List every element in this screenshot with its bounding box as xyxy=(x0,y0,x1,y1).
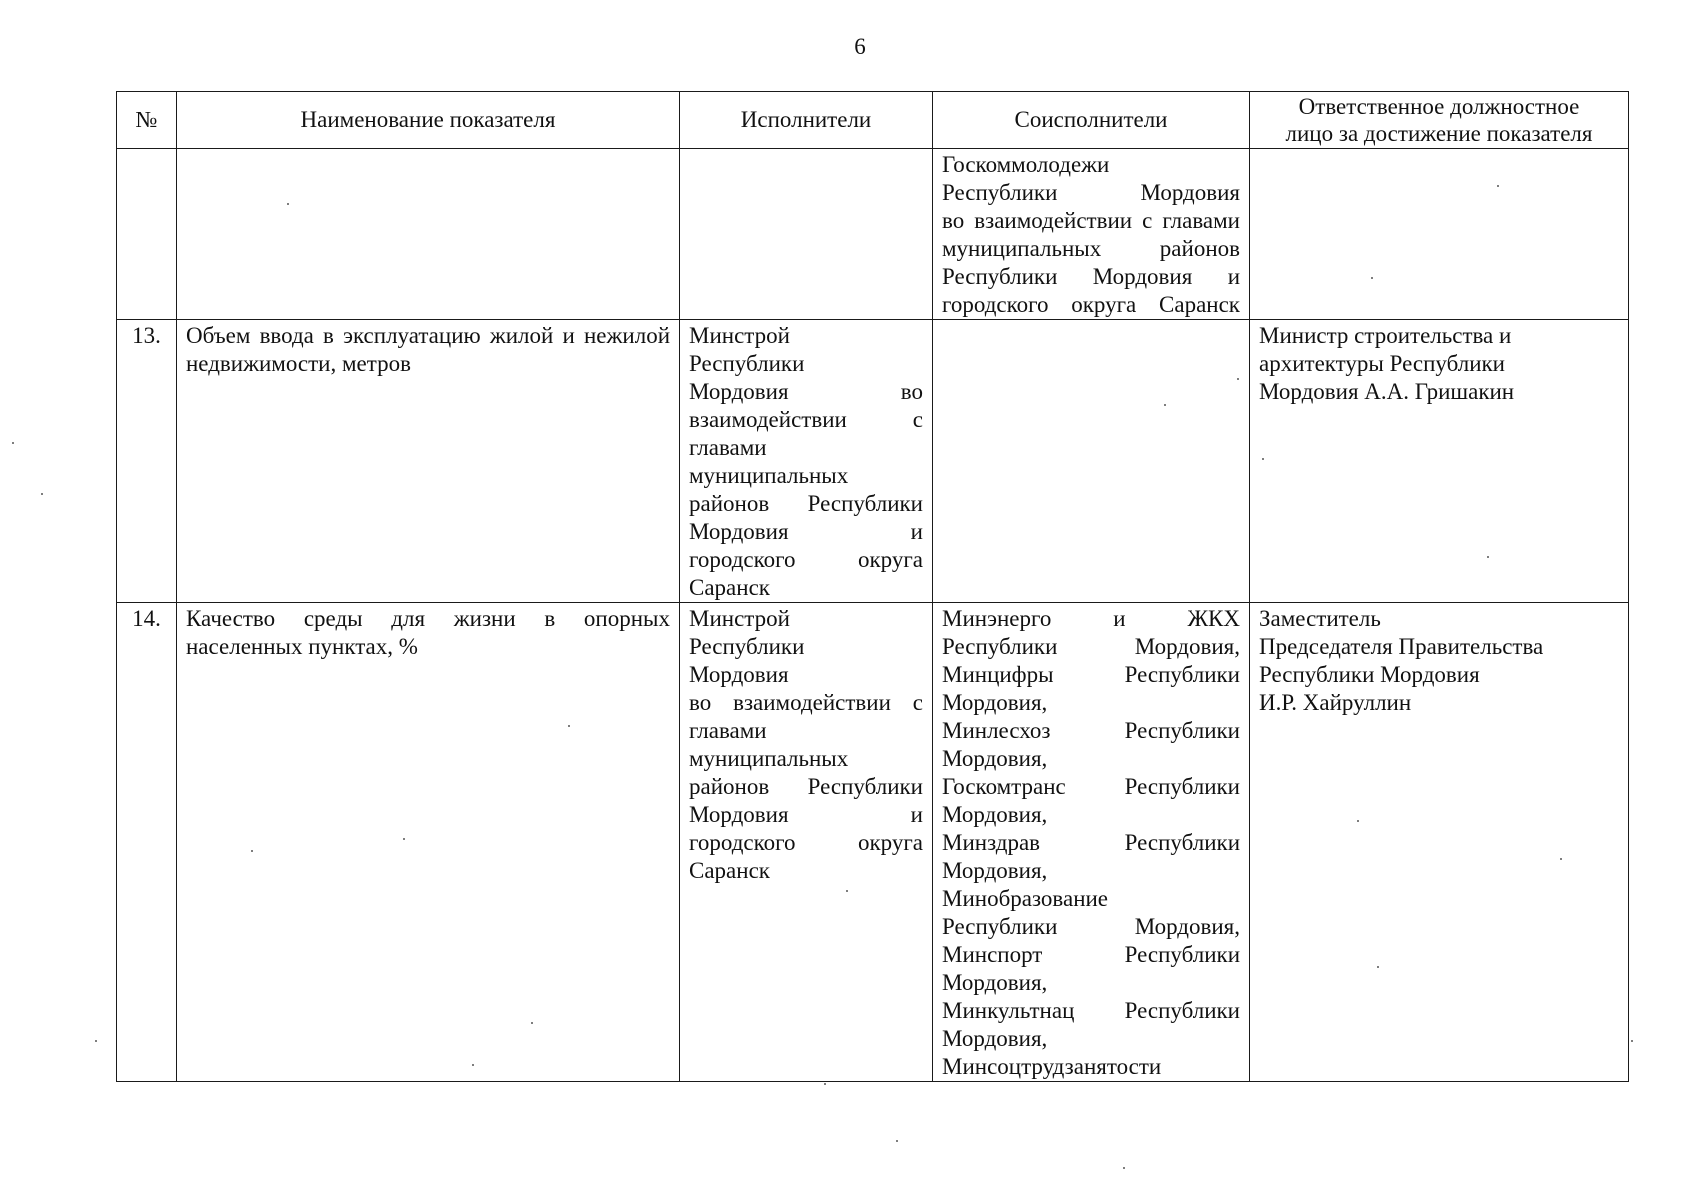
executors-cell xyxy=(680,603,933,1082)
coexecutors-cell-line: Минздрав Республики xyxy=(942,830,1240,855)
coexecutors-cell-line: Минспорт Республики xyxy=(942,942,1240,967)
coexecutors-cell xyxy=(933,149,1250,320)
executors-cell-line: Мордовия во xyxy=(689,379,923,404)
responsible-cell xyxy=(1250,603,1629,1082)
coexecutors-cell-line: Мордовия, xyxy=(942,690,1048,715)
responsible-cell-line: Республики Мордовия xyxy=(1259,662,1480,687)
table-row xyxy=(117,149,1629,320)
indicator-name: Объем ввода в эксплуатацию жилой и нежилой недвижимости, метров xyxy=(177,320,680,603)
row-number: 14. xyxy=(117,603,177,1082)
executors-cell xyxy=(680,149,933,320)
executors-cell-line: Мордовия и xyxy=(689,802,923,827)
row-number: 13. xyxy=(117,320,177,603)
coexecutors-cell-line: Минэнерго и ЖКХ xyxy=(942,606,1240,631)
header-num: № xyxy=(117,92,177,149)
responsible-cell-line: архитектуры Республики xyxy=(1259,351,1505,376)
responsible-cell-line: И.Р. Хайруллин xyxy=(1259,690,1412,715)
header-responsible-line1: Ответственное должностное xyxy=(1298,94,1580,119)
coexecutors-cell-line: Мордовия, xyxy=(942,970,1048,995)
executors-cell-line: Республики xyxy=(689,351,805,376)
executors-cell-line: районов Республики xyxy=(689,774,923,799)
coexecutors-cell-line: Госкоммолодежи xyxy=(942,152,1110,177)
table-row xyxy=(117,603,1629,1082)
coexecutors-cell xyxy=(933,603,1250,1082)
coexecutors-cell-line: Республики Мордовия, xyxy=(942,914,1240,939)
coexecutors-cell-line: Мордовия, xyxy=(942,746,1048,771)
responsible-cell-line: Мордовия А.А. Гришакин xyxy=(1259,379,1515,404)
coexecutors-cell-line: Республики Мордовия xyxy=(942,180,1240,205)
executors-cell-line: городского округа xyxy=(689,830,923,855)
executors-cell-line: Минстрой xyxy=(689,606,790,631)
coexecutors-cell xyxy=(933,320,1250,603)
executors-cell-line: главами xyxy=(689,435,767,460)
executors-cell xyxy=(680,320,933,603)
executors-cell-line: взаимодействии с xyxy=(689,407,923,432)
responsible-cell-line: Председателя Правительства xyxy=(1259,634,1544,659)
coexecutors-cell-line: Госкомтранс Республики xyxy=(942,774,1240,799)
executors-cell-line: городского округа xyxy=(689,547,923,572)
coexecutors-cell-line: Мордовия, xyxy=(942,1026,1048,1051)
coexecutors-cell-line: Минобразование xyxy=(942,886,1109,911)
responsible-cell xyxy=(1250,320,1629,603)
responsible-cell-line: Министр строительства и xyxy=(1259,323,1512,348)
executors-cell-line: муниципальных xyxy=(689,746,849,771)
coexecutors-cell-line: городского округа Саранск xyxy=(942,292,1240,317)
page-number: 6 xyxy=(854,34,866,59)
executors-cell-line: Мордовия и xyxy=(689,519,923,544)
responsible-cell-line: Заместитель xyxy=(1259,606,1381,631)
executors-cell-line: Саранск xyxy=(689,858,770,883)
coexecutors-cell-line: муниципальных районов xyxy=(942,236,1240,261)
coexecutors-cell-line: Минсоцтрудзанятости xyxy=(942,1054,1162,1079)
coexecutors-cell-line: Мордовия, xyxy=(942,858,1048,883)
coexecutors-cell-line: Республики Мордовия, xyxy=(942,634,1240,659)
indicator-name xyxy=(177,149,680,320)
indicator-name: Качество среды для жизни в опорных населенных пунктах, % xyxy=(177,603,680,1082)
coexecutors-cell-line: Минлесхоз Республики xyxy=(942,718,1240,743)
responsible-cell xyxy=(1250,149,1629,320)
coexecutors-cell-line: Мордовия, xyxy=(942,802,1048,827)
executors-cell-line: главами xyxy=(689,718,767,743)
executors-cell-line: Мордовия xyxy=(689,662,789,687)
coexecutors-cell-line: Минцифры Республики xyxy=(942,662,1240,687)
header-executors: Исполнители xyxy=(680,92,933,149)
row-number xyxy=(117,149,177,320)
coexecutors-cell-line: Республики Мордовия и xyxy=(942,264,1240,289)
header-responsible xyxy=(1250,92,1629,149)
coexecutors-cell-line: Минкультнац Республики xyxy=(942,998,1240,1023)
executors-cell-line: районов Республики xyxy=(689,491,923,516)
header-coexecutors: Соисполнители xyxy=(933,92,1250,149)
executors-cell-line: Саранск xyxy=(689,575,770,600)
indicators-table xyxy=(116,91,1629,1082)
executors-cell-line: муниципальных xyxy=(689,463,849,488)
executors-cell-line: во взаимодействии с xyxy=(689,690,923,715)
header-responsible-line2: лицо за достижение показателя xyxy=(1285,121,1593,146)
executors-cell-line: Республики xyxy=(689,634,805,659)
executors-cell-line: Минстрой xyxy=(689,323,790,348)
coexecutors-cell-line: во взаимодействии с главами xyxy=(942,208,1240,233)
header-indicator-name: Наименование показателя xyxy=(177,92,680,149)
table-row xyxy=(117,320,1629,603)
table-header-row xyxy=(117,92,1629,149)
